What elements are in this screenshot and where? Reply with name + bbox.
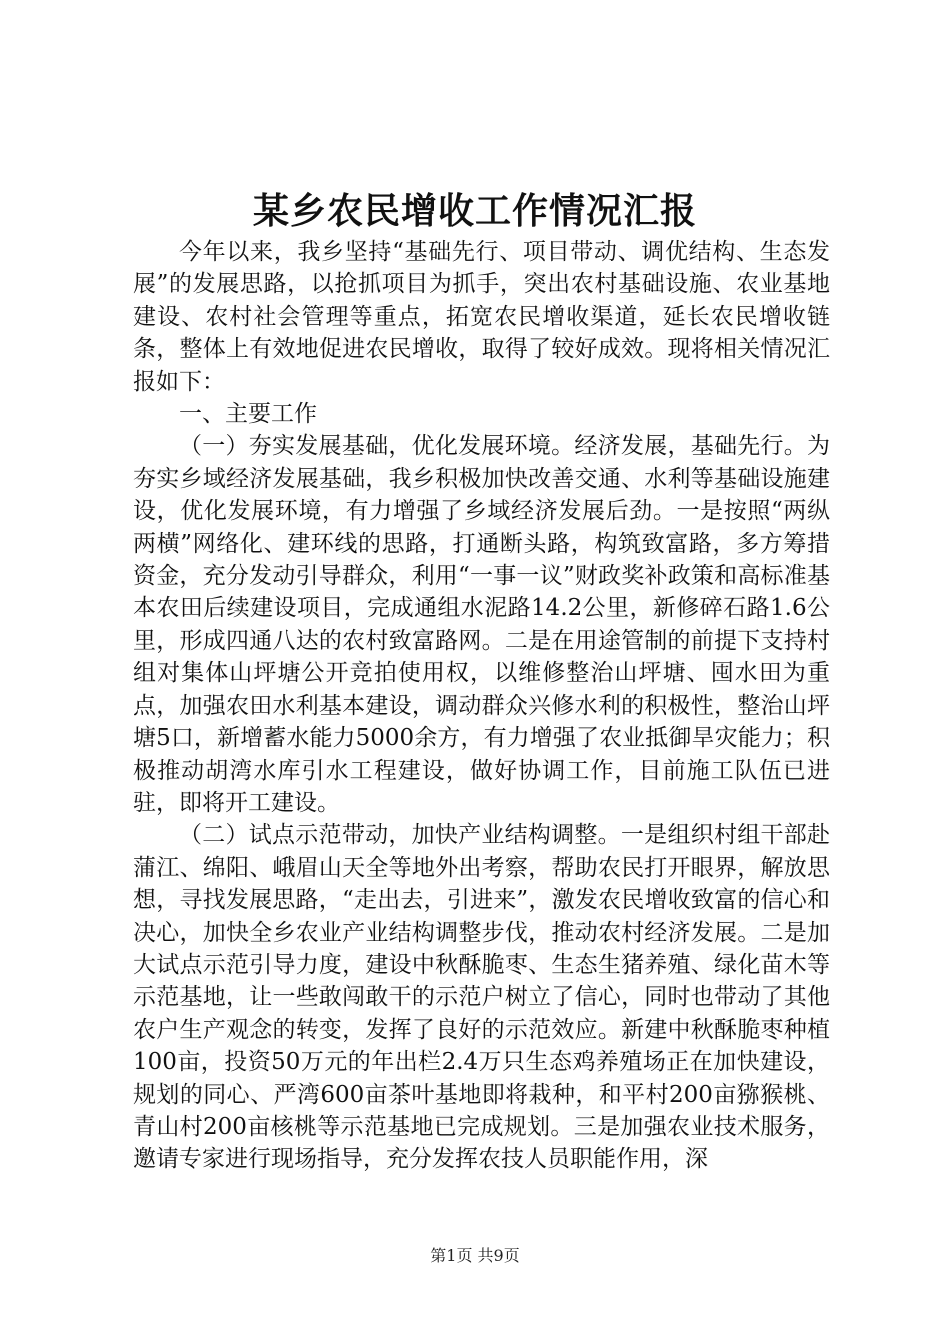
subsection-paragraph-2: （二）试点示范带动，加快产业结构调整。一是组织村组干部赴蒲江、绵阳、峨眉山天全等地外出考察，帮助农民打开眼界，解放思想，寻找发展思路，“走出去，引进来”，激发农民增收致富的信心和决心，加快全乡农业产业结构调整步伐，推动农村经济发展。二是加大试点示范引导力度，建设中秋酥脆枣、生态生猪养殖、绿化苗木等示范基地，让一些敢闯敢干的示范户树立了信心，同时也带动了其他农户生产观念的转变，发挥了良好的示范效应。新建中秋酥脆枣种植100亩，投资50万元的年出栏2.4万只生态鸡养殖场正在加快建设，规划的同心、严湾600亩茶叶基地即将栽种，和平村200亩猕猴桃、青山村200亩核桃等示范基地已完成规划。三是加强农业技术服务，邀请专家进行现场指导，充分发挥农技人员职能作用，深 (133, 822, 830, 1173)
document-body (133, 236, 830, 1176)
intro-paragraph: 今年以来，我乡坚持“基础先行、项目带动、调优结构、生态发展”的发展思路，以抢抓项目为抓手，突出农村基础设施、农业基地建设、农村社会管理等重点，拓宽农民增收渠道，延长农民增收链条，整体上有效地促进农民增收，取得了较好成效。现将相关情况汇报如下： (133, 239, 830, 395)
document-title: 某乡农民增收工作情况汇报 (252, 190, 697, 232)
page-footer: 第1页 共9页 (430, 1246, 520, 1265)
section-heading: 一、主要工作 (179, 401, 317, 428)
subsection-paragraph-1: （一）夯实发展基础，优化发展环境。经济发展，基础先行。为夯实乡域经济发展基础，我乡积极加快改善交通、水利等基础设施建设，优化发展环境，有力增强了乡域经济发展后劲。一是按照“两纵两横”网络化、建环线的思路，打通断头路，构筑致富路，多方筹措资金，充分发动引导群众，利用“一事一议”财政奖补政策和高标准基本农田后续建设项目，完成通组水泥路14.2公里，新修碎石路1.6公里，形成四通八达的农村致富路网。二是在用途管制的前提下支持村组对集体山坪塘公开竞拍使用权，以维修整治山坪塘、囤水田为重点，加强农田水利基本建设，调动群众兴修水利的积极性，整治山坪塘5口，新增蓄水能力5000余方，有力增强了农业抵御旱灾能力；积极推动胡湾水库引水工程建设，做好协调工作，目前施工队伍已进驻，即将开工建设。 (133, 433, 830, 816)
